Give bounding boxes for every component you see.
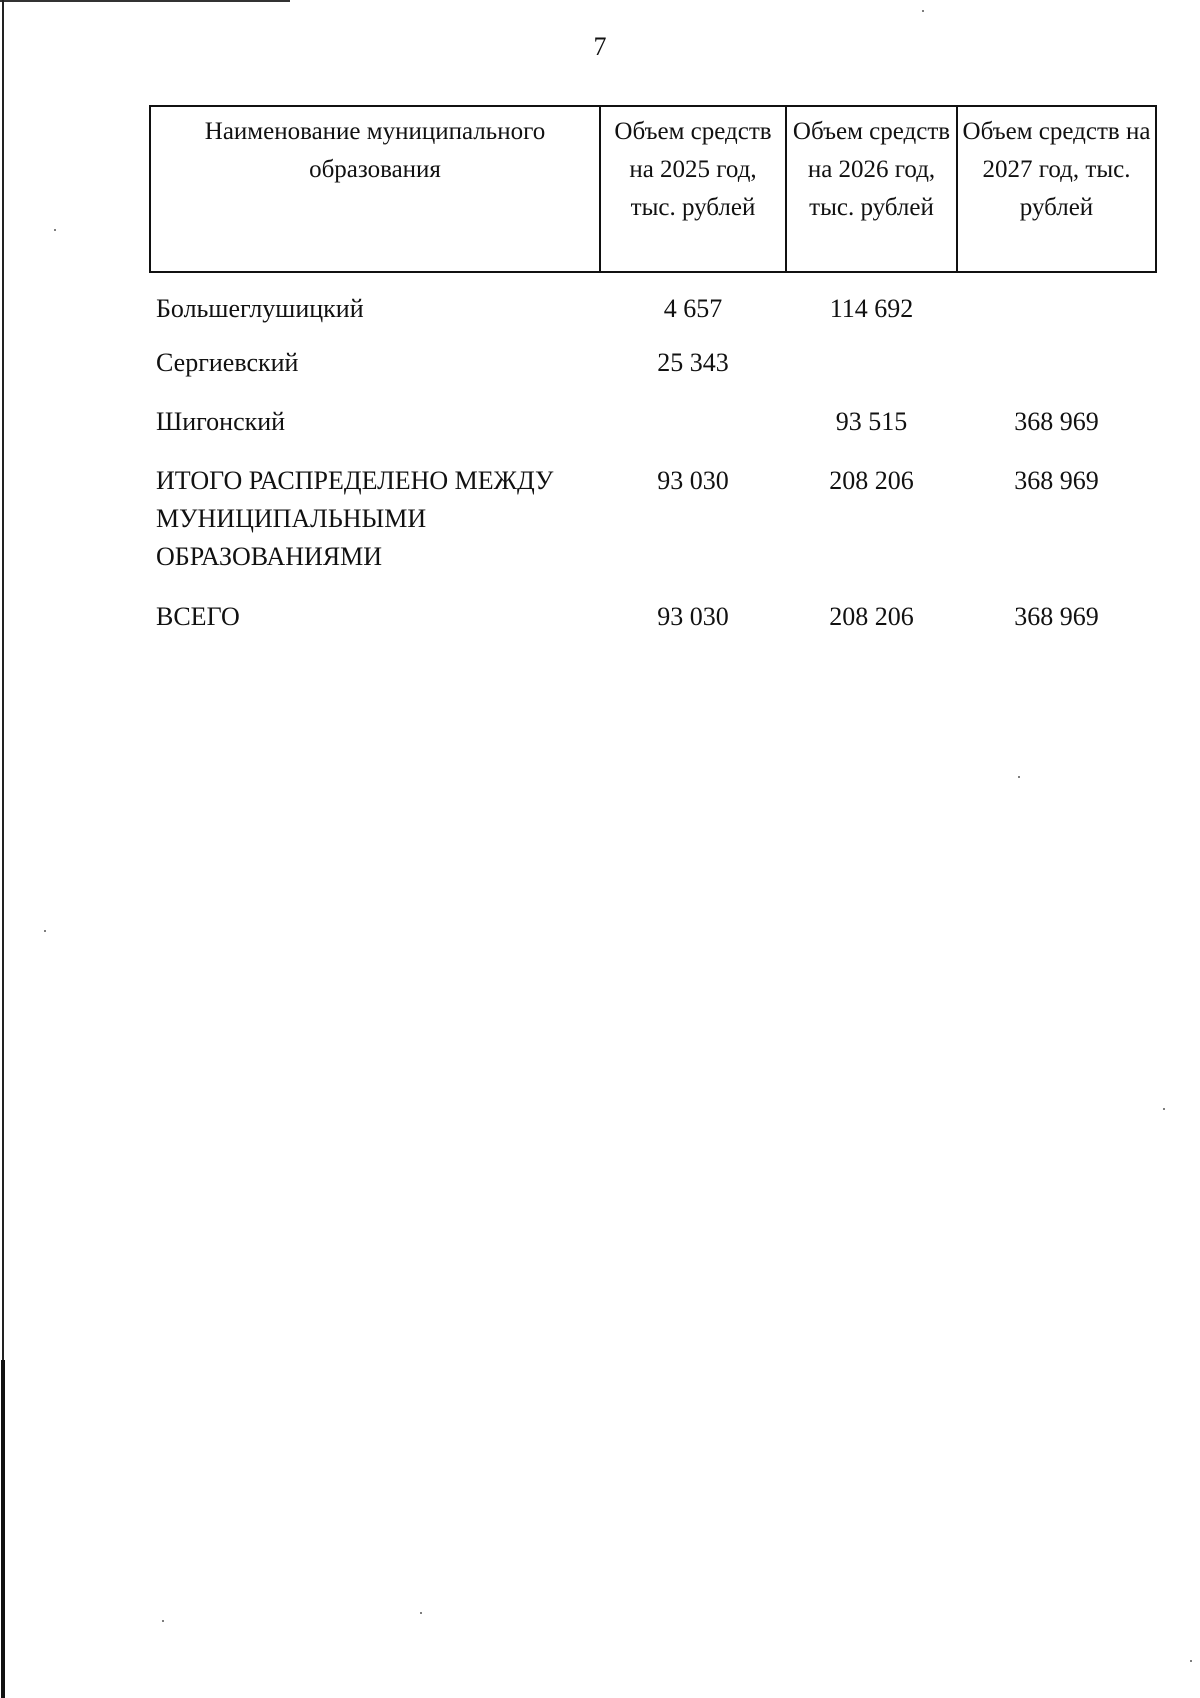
scan-edge-top	[0, 0, 290, 2]
value-2026: 114 692	[829, 294, 914, 323]
value-2027: 368 969	[1014, 407, 1099, 436]
header-municipality-name: Наименование муниципального образования	[150, 106, 600, 272]
value-2025: 4 657	[663, 294, 723, 323]
scan-speck	[922, 10, 924, 12]
row-label-grand-total: ВСЕГО	[156, 602, 240, 631]
scan-speck	[54, 229, 56, 231]
page-number: 7	[593, 32, 607, 61]
scan-speck	[1190, 1660, 1192, 1662]
value-2025: 93 030	[657, 466, 729, 495]
scan-speck	[162, 1620, 164, 1622]
value-2026: 208 206	[829, 602, 914, 631]
scan-speck	[1163, 1108, 1165, 1110]
value-2025: 25 343	[657, 348, 729, 377]
scan-speck	[420, 1612, 422, 1614]
header-volume-2025: Объем средств на 2025 год, тыс. рублей	[600, 106, 786, 272]
header-volume-2026: Объем средств на 2026 год, тыс. рублей	[786, 106, 957, 272]
value-2026: 93 515	[835, 407, 908, 436]
header-volume-2027: Объем средств на 2027 год, тыс. рублей	[957, 106, 1156, 272]
municipality-name: Шигонский	[156, 407, 286, 436]
scan-speck	[44, 930, 46, 932]
value-2027: 368 969	[1014, 466, 1099, 495]
municipality-name: Большеглушицкий	[156, 294, 364, 323]
scan-speck	[1018, 776, 1020, 778]
value-2025: 93 030	[657, 602, 729, 631]
municipality-name: Сергиевский	[156, 348, 299, 377]
table-header	[149, 105, 1157, 273]
scan-edge-left-bottom	[1, 1360, 5, 1698]
value-2027: 368 969	[1014, 602, 1099, 631]
row-label-total-distributed: ИТОГО РАСПРЕДЕЛЕНО МЕЖДУ МУНИЦИПАЛЬНЫМИ ОБРАЗОВАНИЯМИ	[156, 466, 554, 571]
value-2026: 208 206	[829, 466, 914, 495]
